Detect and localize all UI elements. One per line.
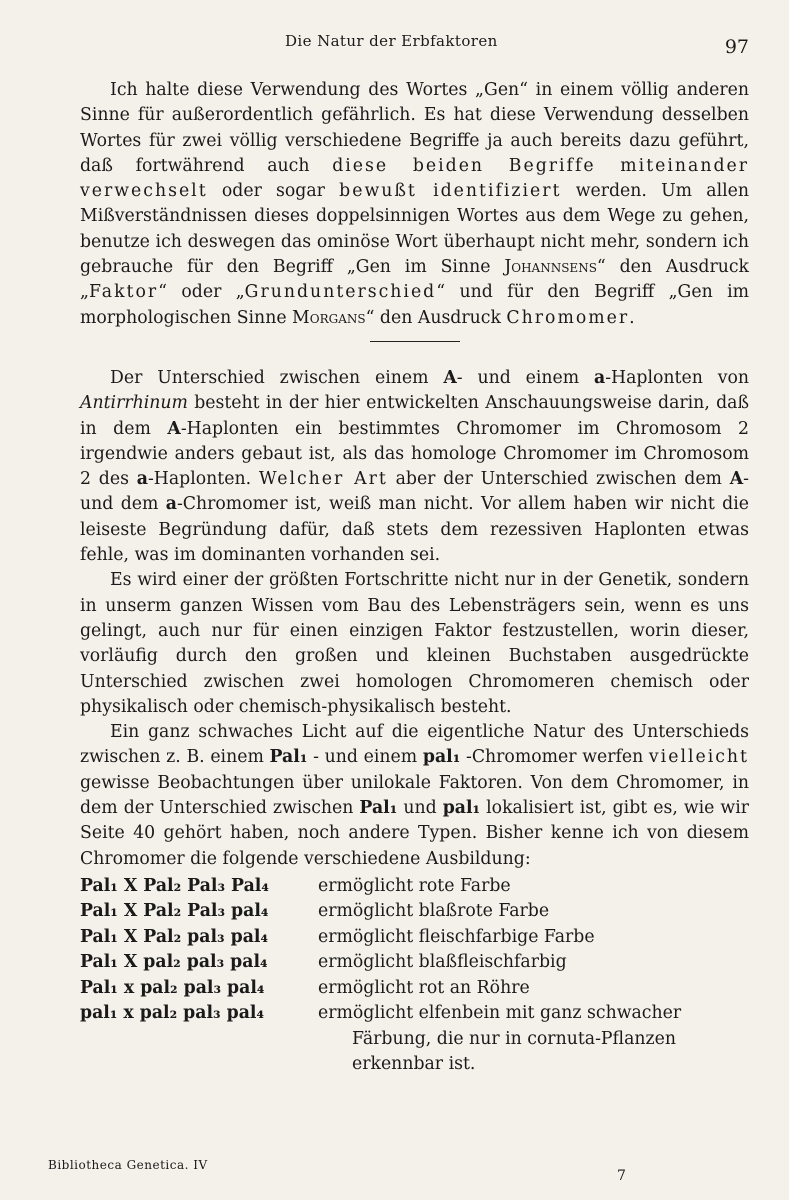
term-grundunterschied: Grundunterschied — [244, 282, 437, 303]
description: ermöglicht rote Farbe — [318, 875, 511, 896]
p2-text: -Haplonten ein bestimmtes Chromomer im Chromosom 2 irgendwie anders gebaut ist, als das homologe Chromomer im Chromosom 2 des — [80, 418, 749, 490]
p4-text: und — [397, 798, 443, 819]
genotype: Pal₁ X pal₂ pal₃ pal₄ — [80, 952, 268, 973]
description-continuation: erkennbar ist. — [352, 1054, 476, 1075]
p2-text: -Haplonten. — [147, 469, 259, 490]
p4-spaced: vielleicht — [648, 747, 749, 768]
paragraph-3: Es wird einer der größten Fortschritte nicht nur in der Genetik, sondern in unserm ganzen Wissen vom Bau des Lebensträgers sein, wenn es uns gelingt, auch nur für einen einzigen Faktor festzustellen, worin dieser, vorläufig durch den großen und kleinen Buchstaben ausgedrückte Unterschied zwischen zwei homologen Chromomeren chemisch oder physikalisch oder chemisch-physikalisch besteht. — [80, 570, 749, 717]
paragraph-1 — [80, 78, 749, 331]
term-chromomer: Chromomer — [506, 307, 630, 328]
genotype: Pal₁ X Pal₂ Pal₃ pal₄ — [80, 901, 269, 922]
name-johannsen: Johannsens — [504, 257, 597, 278]
symbol-Pal1: Pal₁ — [359, 798, 398, 819]
p2-spaced: Welcher Art — [258, 469, 388, 490]
description: ermöglicht rot an Röhre — [318, 977, 530, 998]
description: ermöglicht blaßrote Farbe — [318, 901, 550, 922]
p1-text: “ und für den Begriff „Gen im morphologischen Sinne — [80, 282, 749, 328]
p2-text: aber der Unterschied zwischen dem — [387, 469, 730, 490]
p2-text: -Haplonten von — [605, 367, 749, 388]
p1-text: “ oder „ — [158, 282, 245, 303]
footer-series: Bibliotheca Genetica. IV — [48, 1158, 208, 1172]
table-row — [80, 874, 749, 900]
page-number: 97 — [724, 36, 749, 58]
table-row — [80, 899, 749, 925]
p2-text: Der Unterschied zwischen einem — [110, 367, 444, 388]
header-title: Die Natur der Erbfaktoren — [285, 32, 498, 50]
symbol-pal1: pal₁ — [442, 798, 481, 819]
symbol-a: a — [136, 469, 148, 490]
symbol-A: A — [443, 367, 457, 388]
pal-allele-table — [80, 874, 749, 1078]
paragraph-2 — [80, 366, 749, 568]
description: ermöglicht fleischfarbige Farbe — [318, 926, 595, 947]
p1-text: oder sogar — [207, 181, 340, 202]
genus-antirrhinum: Antirrhinum — [80, 393, 188, 414]
symbol-A: A — [729, 469, 744, 490]
p1-spaced: diese beiden Begriffe miteinander verwechselt — [80, 155, 749, 202]
body-text — [80, 78, 749, 872]
symbol-A: A — [167, 418, 181, 439]
genotype: Pal₁ X Pal₂ Pal₃ Pal₄ — [80, 875, 269, 896]
paragraph-4 — [80, 720, 749, 872]
table-row — [80, 1001, 749, 1027]
genotype: pal₁ x pal₂ pal₃ pal₄ — [80, 1003, 265, 1024]
table-row — [80, 925, 749, 951]
p2-text: -Chromomer ist, weiß man nicht. Vor allem haben wir nicht die leiseste Begründung dafür, daß stets dem rezessiven Haplonten etwas fehle, was im dominanten vorhanden sei. — [80, 494, 749, 566]
p1-text: Ich halte diese Verwendung des Wortes „Gen“ in einem völlig anderen Sinne für außerordentlich gefährlich. Es hat diese Verwendung desselben Wortes für zwei völlig verschiedene Begriffe ja auch bereits dazu geführt, daß fortwährend auch — [80, 80, 749, 176]
symbol-a: a — [594, 367, 606, 388]
p2-text: besteht in der hier entwickelten Anschauungsweise darin, daß in dem — [80, 393, 749, 439]
p1-spaced: bewußt identifiziert — [339, 181, 562, 202]
p2-text: -und dem — [80, 469, 749, 515]
p4-text: - und einem — [307, 747, 423, 768]
p2-text: - und einem — [456, 367, 594, 388]
description-continuation: Färbung, die nur in cornuta-Pflanzen — [352, 1028, 676, 1049]
p1-text: . — [629, 307, 635, 328]
signature-mark: 7 — [617, 1168, 626, 1184]
description: ermöglicht elfenbein mit ganz schwacher — [318, 1003, 682, 1024]
name-morgan: Morgans — [292, 307, 366, 328]
p1-text: werden. Um allen Mißverständnissen dieses doppelsinnigen Wortes aus dem Wege zu gehen, benutze ich deswegen das ominöse Wort überhaupt nicht mehr, sondern ich gebrauche für den Begriff „Gen im Sinne — [80, 181, 749, 278]
p4-text: gewisse Beobachtungen über unilokale Faktoren. Von dem Chromomer, in dem der Unterschied zwischen — [80, 772, 749, 819]
symbol-Pal1: Pal₁ — [269, 747, 308, 768]
term-faktor: Faktor — [88, 282, 159, 303]
p1-text: “ den Ausdruck — [365, 307, 507, 328]
symbol-a: a — [165, 494, 177, 515]
p4-text: Ein ganz schwaches Licht auf die eigentliche Natur des Unterschieds zwischen z. B. einem — [80, 722, 749, 768]
genotype: Pal₁ x pal₂ pal₃ pal₄ — [80, 977, 265, 998]
p4-text: lokalisiert ist, gibt es, wie wir Seite 40 gehört haben, noch andere Typen. Bisher kenne ich von diesem Chromomer die folgende verschiedene Ausbildung: — [80, 798, 750, 869]
table-row — [80, 976, 749, 1002]
running-header — [80, 30, 749, 70]
section-divider — [370, 341, 460, 342]
table-row — [80, 950, 749, 976]
p4-text: -Chromomer werfen — [460, 747, 649, 768]
p1-text: “ den Ausdruck „ — [80, 257, 749, 303]
description: ermöglicht blaßfleischfarbig — [318, 952, 567, 973]
symbol-pal1: pal₁ — [422, 747, 461, 768]
genotype: Pal₁ X Pal₂ pal₃ pal₄ — [80, 926, 269, 947]
